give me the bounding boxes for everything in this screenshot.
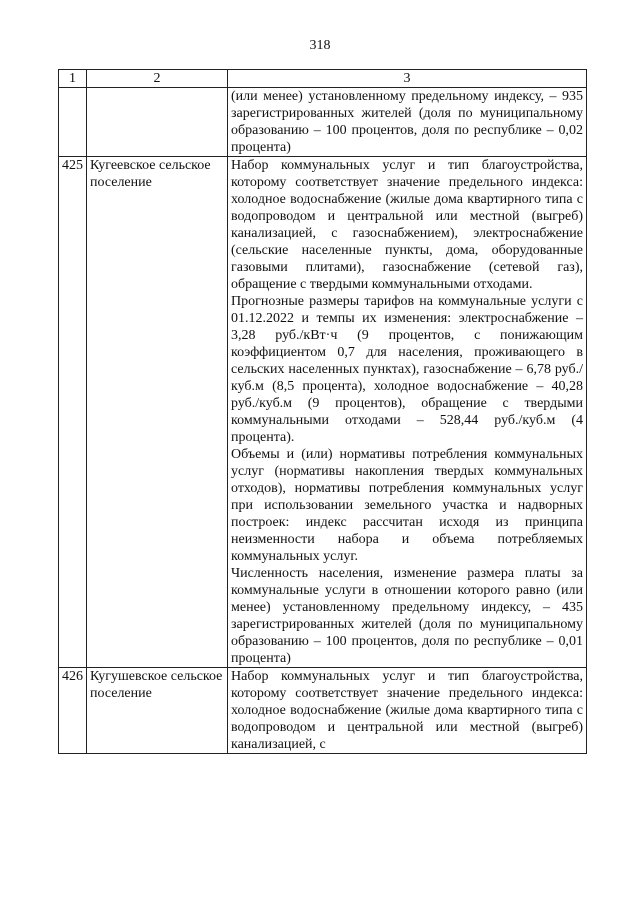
paragraph-services-set: Набор коммунальных услуг и тип благоустройства, которому соответствует значение предельного индекса: холодное водоснабжение (жилые дома квартирного типа с водопроводом и центральной или местной (выгреб) канализацией, с газоснабжением), электроснабжение (сельские населенные пункты, дома, оборудованные газовыми плитами), газоснабжение (сетевой газ), обращение с твердыми коммунальными отходами. (231, 158, 583, 292)
table-row-continuation (59, 88, 587, 157)
table-header-row (59, 70, 587, 88)
table-row-426 (59, 668, 587, 754)
paragraph-tariffs: Прогнозные размеры тарифов на коммунальные услуги с 01.12.2022 и темпы их изменения: электроснабжение – 3,28 руб./кВт·ч (9 процентов, с понижающим коэффициентом 0,7 для населения, проживающего в сельских населенных пунктах), газоснабжение – 6,78 руб./куб.м (8,5 процента), холодное водоснабжение – 40,28 руб./куб.м (9 процентов), обращение с твердыми коммунальными отходами – 528,44 руб./куб.м (4 процента). (231, 294, 583, 445)
column-header-3: 3 (228, 70, 587, 88)
settlement-name: Кугеевское сельское поселение (87, 157, 228, 668)
paragraph-population: (или менее) установленному предельному индексу, – 935 зарегистрированных жителей (доля по муниципальному образованию – 100 процентов, доля по республике – 0,02 процента) (231, 89, 583, 155)
settlement-name (87, 88, 228, 157)
row-description (228, 88, 587, 157)
paragraph-volumes: Объемы и (или) нормативы потребления коммунальных услуг (нормативы накопления твердых коммунальных отходов), нормативы потребления коммунальных услуг при использовании земельного участка и надворных построек: индекс рассчитан исходя из принципа неизменности набора и объема потребляемых коммунальных услуг. (231, 447, 583, 564)
page-number: 318 (309, 38, 331, 53)
tariff-table (58, 69, 587, 754)
table-row-425 (59, 157, 587, 668)
row-number (59, 88, 87, 157)
row-number: 425 (59, 157, 87, 668)
column-header-1: 1 (59, 70, 87, 88)
settlement-name: Кугушевское сельское поселение (87, 668, 228, 754)
paragraph-services-set: Набор коммунальных услуг и тип благоустройства, которому соответствует значение предельного индекса: холодное водоснабжение (жилые дома квартирного типа с водопроводом и центральной или местной (выгреб) канализацией, с (231, 669, 583, 752)
paragraph-population: Численность населения, изменение размера платы за коммунальные услуги в отношении которого равно (или менее) установленному предельному индексу, – 435 зарегистрированных жителей (доля по муниципальному образованию – 100 процентов, доля по республике – 0,01 процента) (231, 566, 583, 666)
column-header-2: 2 (87, 70, 228, 88)
row-description (228, 157, 587, 668)
row-description (228, 668, 587, 754)
row-number: 426 (59, 668, 87, 754)
